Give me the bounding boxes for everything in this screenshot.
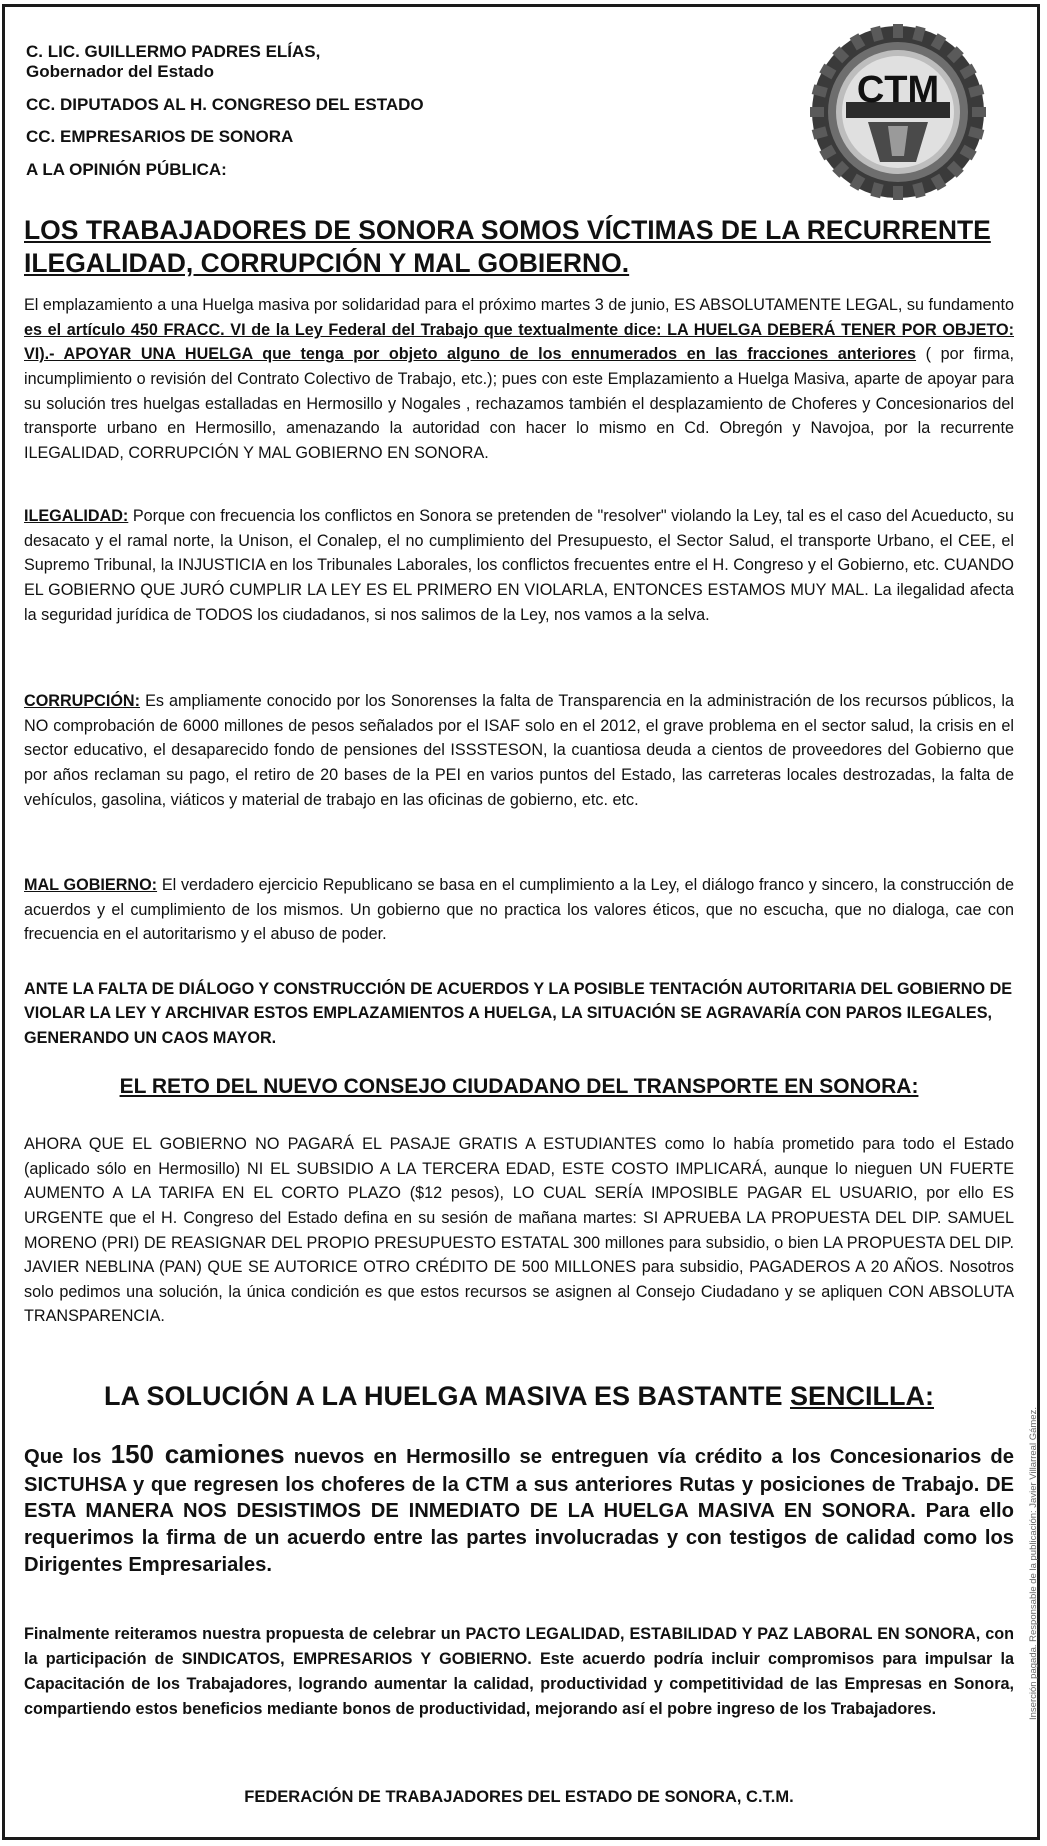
intro-text-3: ( por firma, incumplimiento o revisión del Contrato Colectivo de Trabajo, etc.); pues con este Emplazamiento a Huelga Masiva, aparte de apoyar para su solución tres huelgas estalladas en Hermosillo y Nogales , rechazamos también el desplazamiento de Choferes y Concesionarios del transporte urbano en Hermosillo, amenazando la autoridad con hacer lo mismo en Cd. Obregón y Navojoa, por la recurrente ILEGALIDAD, CORRUPCIÓN Y MAL GOBIERNO EN SONORA. — [24, 345, 1014, 462]
corrupcion-label: CORRUPCIÓN: — [24, 692, 141, 710]
reto-paragraph: AHORA QUE EL GOBIERNO NO PAGARÁ EL PASAJE GRATIS A ESTUDIANTES como lo había prometido para todo el Estado (aplicado sólo en Hermosillo) NI EL SUBSIDIO A LA TERCERA EDAD, ESTE COSTO IMPLICARÁ, aunque lo nieguen UN FUERTE AUMENTO A LA TARIFA EN EL CORTO PLAZO ($12 pesos), LO CUAL SERÍA IMPOSIBLE PAGAR EL USUARIO, por ello ES URGENTE que el H. Congreso del Estado defina en su sesión de mañana martes: SI APRUEBA LA PROPUESTA DEL DIP. SAMUEL MORENO (PRI) DE REASIGNAR DEL PROPIO PRESUPUESTO ESTATAL 300 millones para subsidio, o bien LA PROPUESTA DEL DIP. JAVIER NEBLINA (PAN) QUE SE AUTORICE OTRO CRÉDITO DE 500 MILLONES para subsidio, PAGADEROS A 20 AÑOS. Nosotros solo pedimos una solución, la única condición es que estos recursos se asignen al Consejo Ciudadano y se apliquen CON ABSOLUTA TRANSPARENCIA. — [24, 1135, 1014, 1326]
solucion-heading-b: SENCILLA: — [790, 1381, 934, 1411]
addressee-governor: C. LIC. GUILLERMO PADRES ELÍAS, — [26, 42, 321, 61]
addressee-governor-title: Gobernador del Estado — [26, 62, 214, 82]
intro-text-1: El emplazamiento a una Huelga masiva por solidaridad para el próximo martes 3 de junio, ES ABSOLUTAMENTE LEGAL, su fundamento — [24, 296, 1014, 314]
ctm-gear-logo — [810, 24, 986, 200]
addressee-deputies: CC. DIPUTADOS AL H. CONGRESO DEL ESTADO — [26, 94, 424, 114]
addressee-public: A LA OPINIÓN PÚBLICA: — [26, 159, 227, 179]
corrupcion-paragraph — [24, 689, 1014, 812]
solucion-150-camiones: 150 camiones — [110, 1439, 285, 1469]
addressees-block — [26, 42, 424, 180]
ilegalidad-paragraph — [24, 504, 1014, 627]
main-headline: LOS TRABAJADORES DE SONORA SOMOS VÍCTIMAS DE LA RECURRENTE ILEGALIDAD, CORRUPCIÓN Y MAL GOBIERNO. — [24, 215, 991, 279]
solucion-heading-a: LA SOLUCIÓN A LA HUELGA MASIVA ES BASTANTE — [104, 1381, 790, 1411]
solucion-heading — [0, 1381, 1038, 1412]
solucion-paragraph — [24, 1437, 1014, 1579]
intro-legal-basis: es el artículo 450 FRACC. VI de la Ley Federal del Trabajo que textualmente dice: LA HUELGA DEBERÁ TENER POR OBJETO: VI).- APOYAR UNA HUELGA que tenga por objeto alguno de los ennumerados en las fracciones anteriores — [24, 320, 1014, 364]
solucion-text-1: Que los — [24, 1446, 111, 1468]
warning-paragraph: ANTE LA FALTA DE DIÁLOGO Y CONSTRUCCIÓN DE ACUERDOS Y LA POSIBLE TENTACIÓN AUTORITARIA DEL GOBIERNO DE VIOLAR LA LEY Y ARCHIVAR ESTOS EMPLAZAMIENTOS A HUELGA, LA SITUACIÓN SE AGRAVARÍA CON PAROS ILEGALES, GENERANDO UN CAOS MAYOR. — [24, 980, 1013, 1047]
ilegalidad-label: ILEGALIDAD: — [24, 507, 129, 525]
side-credit-text: Inserción pagada. Responsable de la publicación: Javier Villarreal Gámez. — [1028, 1407, 1039, 1720]
intro-paragraph — [24, 293, 1014, 465]
logo-text: CTM — [856, 69, 940, 111]
ilegalidad-text: Porque con frecuencia los conflictos en Sonora se pretenden de "resolver" violando la Ley, tal es el caso del Acueducto, su desacato y el ramal norte, la Unison, el Conalep, el no cumplimiento del Presupuesto, el Sector Salud, el transporte Urbano, el CEE, el Supremo Tribunal, la INJUSTICIA en los Tribunales Laborales, los conflictos frecuentes entre el H. Congreso y el Gobierno, etc. CUANDO EL GOBIERNO QUE JURÓ CUMPLIR LA LEY ES EL PRIMERO EN VIOLARLA, ENTONCES ESTAMOS MUY MAL. La ilegalidad afecta la seguridad jurídica de TODOS los ciudadanos, si nos salimos de la Ley, nos vamos a la selva. — [24, 507, 1014, 624]
addressee-businessmen: CC. EMPRESARIOS DE SONORA — [26, 127, 294, 147]
side-credit — [1016, 1120, 1039, 1720]
final-paragraph: Finalmente reiteramos nuestra propuesta de celebrar un PACTO LEGALIDAD, ESTABILIDAD Y PAZ LABORAL EN SONORA, con la participación de SINDICATOS, EMPRESARIOS Y GOBIERNO. Este acuerdo podría incluir compromisos para impulsar la Capacitación de los Trabajadores, logrando aumentar la calidad, productividad y competitividad de las Empresas en Sonora, compartiendo estos beneficios mediante bonos de productividad, mejorando así el pobre ingreso de los Trabajadores. — [24, 1625, 1014, 1719]
corrupcion-text: Es ampliamente conocido por los Sonorenses la falta de Transparencia en la administración de los recursos públicos, la NO comprobación de 6000 millones de pesos señalados por el ISAF solo en el 2012, el grave problema en el sector salud, la crisis en el sector educativo, el desaparecido fondo de pensiones del ISSSTESON, la cuantiosa deuda a cientos de proveedores del Gobierno que por años reclaman su pago, el retiro de 20 bases de la PEI en varios puntos del Estado, las carreteras locales destrozadas, la falta de vehículos, gasolina, viáticos y material de trabajo en las oficinas de gobierno, etc. etc. — [24, 692, 1014, 809]
malgobierno-label: MAL GOBIERNO: — [24, 876, 158, 894]
malgobierno-paragraph — [24, 873, 1014, 947]
signature: FEDERACIÓN DE TRABAJADORES DEL ESTADO DE SONORA, C.T.M. — [244, 1788, 794, 1806]
reto-heading: EL RETO DEL NUEVO CONSEJO CIUDADANO DEL TRANSPORTE EN SONORA: — [119, 1075, 919, 1098]
malgobierno-text: El verdadero ejercicio Republicano se basa en el cumplimiento a la Ley, el diálogo franco y sincero, la construcción de acuerdos y el cumplimiento de los mismos. Un gobierno que no practica los valores éticos, que no escucha, que no dialoga, cae con frecuencia en el autoritarismo y el abuso de poder. — [24, 876, 1015, 944]
solucion-text-2: nuevos en Hermosillo se entreguen vía crédito a los Concesionarios de SICTUHSA y que regresen los choferes de la CTM a sus anteriores Rutas y posiciones de Trabajo. DE ESTA MANERA NOS DESISTIMOS DE INMEDIATO DE LA HUELGA MASIVA EN SONORA. Para ello requerimos la firma de un acuerdo entre las partes involucradas y con testigos de calidad como los Dirigentes Empresariales. — [24, 1446, 1014, 1577]
